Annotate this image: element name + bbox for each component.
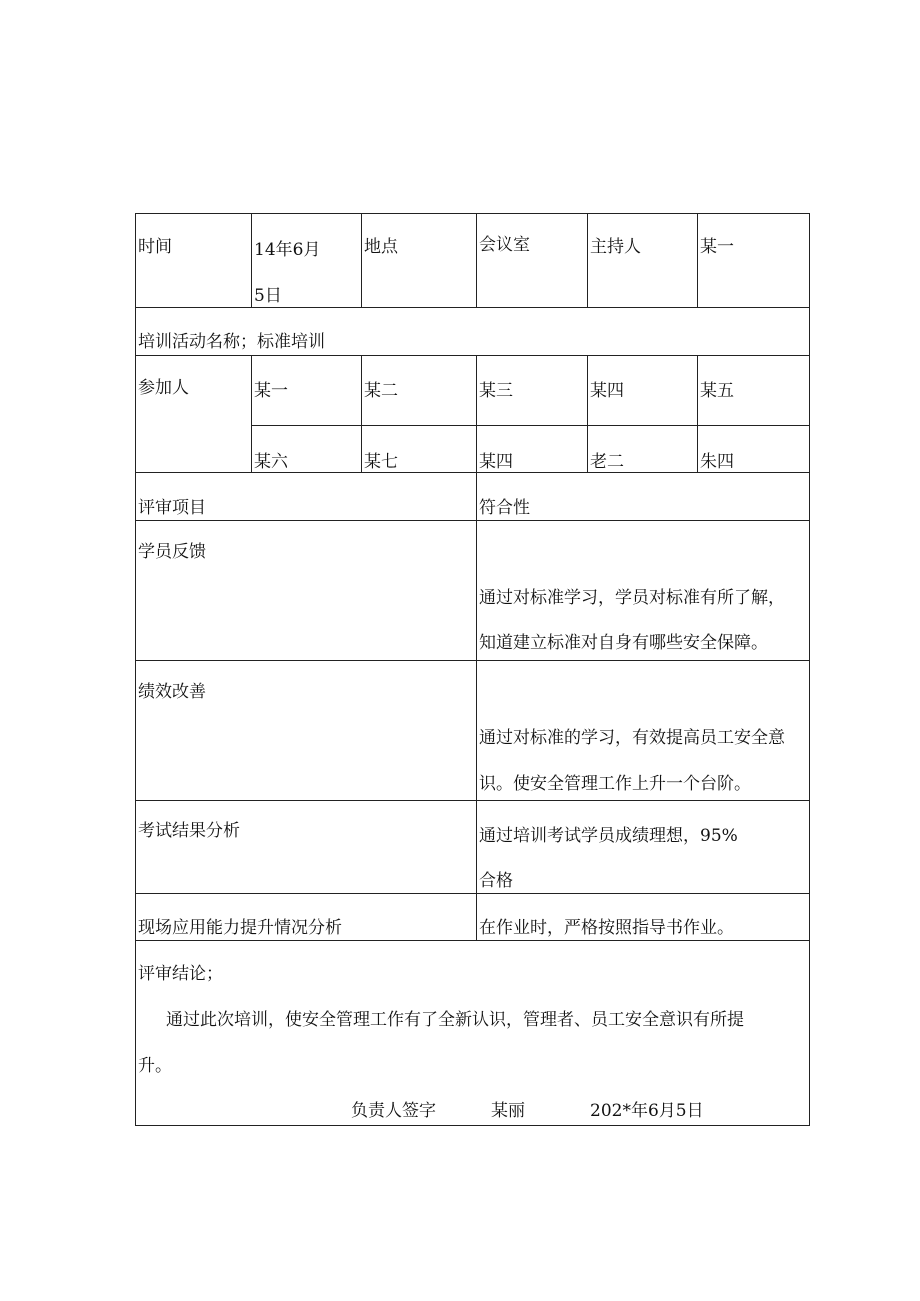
column-divider — [476, 355, 477, 472]
performance-label: 绩效改善 — [138, 682, 206, 702]
column-divider — [251, 214, 252, 307]
column-divider — [361, 214, 362, 307]
conclusion-line2: 升。 — [138, 1056, 172, 1076]
exam-line1: 通过培训考试学员成绩理想，95% — [479, 826, 738, 846]
signer-name: 某丽 — [491, 1101, 525, 1121]
host-value: 某一 — [700, 237, 734, 257]
row-divider — [136, 520, 809, 521]
participants-label: 参加人 — [138, 378, 189, 398]
column-divider — [587, 214, 588, 307]
conformity-label: 符合性 — [479, 498, 530, 518]
location-value: 会议室 — [479, 235, 530, 255]
feedback-line2: 知道建立标准对自身有哪些安全保障。 — [479, 633, 768, 653]
signature-date: 202*年6月5日 — [590, 1101, 704, 1121]
column-divider — [697, 214, 698, 307]
participant-name: 某二 — [364, 381, 398, 401]
participant-name: 某五 — [700, 381, 734, 401]
row-divider — [136, 307, 809, 308]
row-divider — [136, 940, 809, 941]
column-divider — [697, 355, 698, 472]
participant-name: 某六 — [254, 452, 288, 472]
performance-line2: 识。使安全管理工作上升一个台阶。 — [479, 774, 751, 794]
participant-name: 某四 — [479, 452, 513, 472]
row-divider — [136, 472, 809, 473]
time-label: 时间 — [138, 237, 172, 257]
column-divider — [476, 472, 477, 940]
participant-name: 某四 — [590, 381, 624, 401]
training-record-form — [135, 213, 810, 1126]
feedback-line1: 通过对标准学习，学员对标准有所了解， — [479, 588, 785, 608]
signature-label: 负责人签字 — [351, 1101, 436, 1121]
review-item-label: 评审项目 — [138, 498, 206, 518]
host-label: 主持人 — [590, 237, 641, 257]
row-divider — [136, 355, 809, 356]
column-divider — [251, 355, 252, 472]
participant-name: 某三 — [479, 381, 513, 401]
field-value: 在作业时，严格按照指导书作业。 — [479, 918, 734, 938]
exam-label: 考试结果分析 — [138, 821, 240, 841]
field-label: 现场应用能力提升情况分析 — [138, 918, 342, 938]
column-divider — [361, 355, 362, 472]
column-divider — [587, 355, 588, 472]
conclusion-label: 评审结论； — [138, 964, 223, 984]
row-divider — [136, 893, 809, 894]
participant-name: 朱四 — [700, 452, 734, 472]
row-divider — [251, 425, 809, 426]
time-value-line2: 5日 — [254, 286, 282, 306]
activity-name: 培训活动名称；标准培训 — [138, 332, 325, 352]
time-value-line1: 14年6月 — [254, 240, 321, 260]
column-divider — [476, 214, 477, 307]
participant-name: 某一 — [254, 381, 288, 401]
row-divider — [136, 800, 809, 801]
participant-name: 某七 — [364, 452, 398, 472]
participant-name: 老二 — [590, 452, 624, 472]
location-label: 地点 — [364, 237, 398, 257]
conclusion-line1: 通过此次培训，使安全管理工作有了全新认识，管理者、员工安全意识有所提 — [166, 1010, 744, 1030]
feedback-label: 学员反馈 — [138, 542, 206, 562]
performance-line1: 通过对标准的学习，有效提高员工安全意 — [479, 728, 785, 748]
row-divider — [136, 660, 809, 661]
exam-line2: 合格 — [479, 871, 513, 891]
